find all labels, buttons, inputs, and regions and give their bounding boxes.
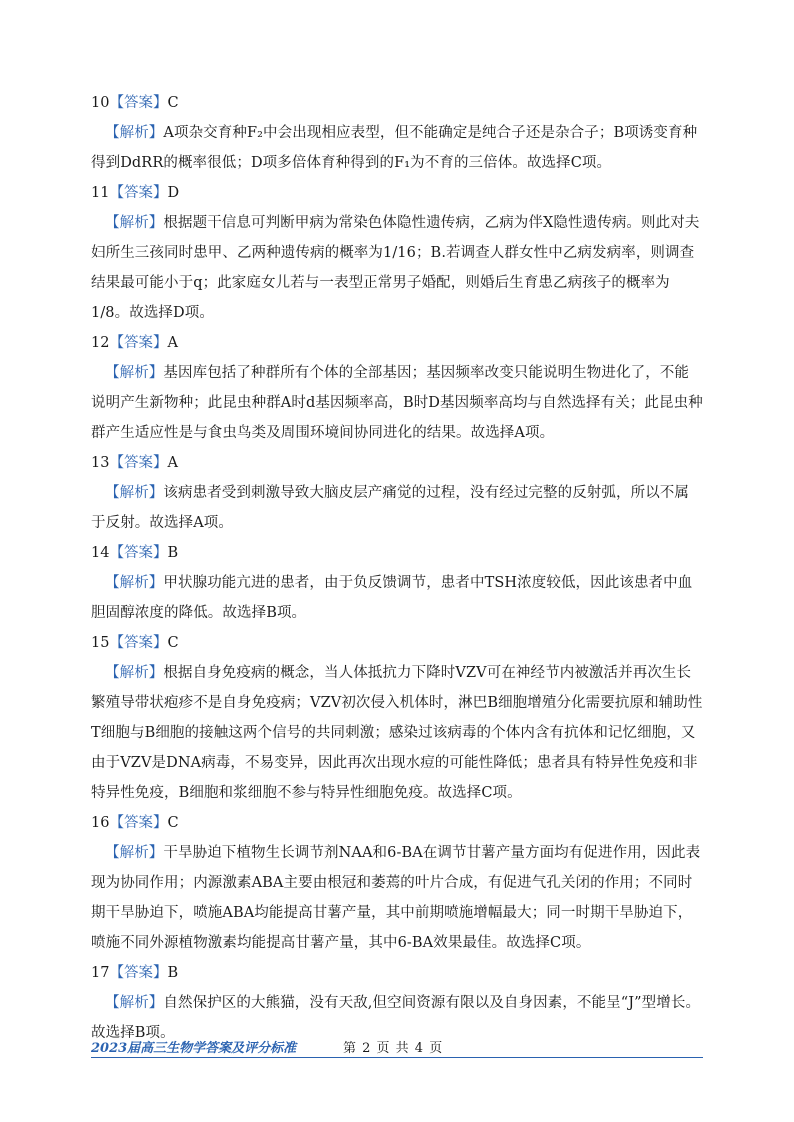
explanation-tag: 【解析】: [105, 995, 164, 1011]
answer-line-17: [91, 958, 703, 988]
answer-value: B: [167, 965, 179, 981]
explanation-text: 干旱胁迫下植物生长调节剂NAA和6-BA在调节甘薯产量方面均有促进作用，因此表现为协同作用；内源激素ABA主要由根冠和萎蔫的叶片合成，有促进气孔关闭的作用；不同时期干旱胁迫下，喷施ABA均能提高甘薯产量，其中前期喷施增幅最大；同一时期干旱胁迫下，喷施不同外源植物激素均能提高甘薯产量，其中6-BA效果最佳。故选择C项。: [91, 845, 701, 951]
answer-line-12: [91, 328, 703, 358]
question-number: 12: [91, 335, 110, 351]
question-number: 16: [91, 815, 110, 831]
answer-line-16: [91, 808, 703, 838]
explanation-12: [91, 358, 703, 448]
answer-tag: 【答案】: [109, 965, 168, 981]
explanation-text: 该病患者受到刺激导致大脑皮层产痛觉的过程，没有经过完整的反射弧，所以不属于反射。故选择A项。: [91, 485, 690, 531]
explanation-tag: 【解析】: [105, 665, 164, 681]
answer-value: C: [167, 635, 179, 651]
page-footer: [91, 1037, 703, 1059]
answer-tag: 【答案】: [109, 545, 168, 561]
answer-line-14: [91, 538, 703, 568]
answer-content: [91, 88, 703, 1048]
explanation-tag: 【解析】: [105, 365, 164, 381]
question-number: 13: [91, 455, 110, 471]
question-number: 15: [91, 635, 110, 651]
footer-divider: [91, 1057, 703, 1058]
answer-line-10: [91, 88, 703, 118]
answer-tag: 【答案】: [109, 635, 168, 651]
page-number: 第 2 页 共 4 页: [343, 1041, 444, 1056]
explanation-14: [91, 568, 703, 628]
explanation-tag: 【解析】: [105, 215, 164, 231]
answer-tag: 【答案】: [109, 815, 168, 831]
answer-value: D: [167, 185, 180, 201]
answer-value: A: [167, 335, 178, 351]
answer-value: C: [167, 815, 179, 831]
answer-tag: 【答案】: [109, 95, 168, 111]
answer-value: C: [167, 95, 179, 111]
explanation-text: 基因库包括了种群所有个体的全部基因；基因频率改变只能说明生物进化了，不能说明产生新物种；此昆虫种群A时d基因频率高，B时D基因频率高均与自然选择有关；此昆虫种群产生适应性是与食虫鸟类及周围环境间协同进化的结果。故选择A项。: [91, 365, 703, 441]
question-number: 11: [91, 185, 110, 201]
explanation-tag: 【解析】: [105, 575, 164, 591]
explanation-text: 根据题干信息可判断甲病为常染色体隐性遗传病，乙病为伴X隐性遗传病。则此对夫妇所生三孩同时患甲、乙两种遗传病的概率为1/16；B.若调查人群女性中乙病发病率，则调查结果最可能小于q；此家庭女儿若与一表型正常男子婚配，则婚后生育患乙病孩子的概率为1/8。故选择D项。: [91, 215, 700, 321]
explanation-10: [91, 118, 703, 178]
question-number: 10: [91, 95, 110, 111]
explanation-text: 甲状腺功能亢进的患者，由于负反馈调节，患者中TSH浓度较低，因此该患者中血胆固醇浓度的降低。故选择B项。: [91, 575, 693, 621]
answer-line-11: [91, 178, 703, 208]
question-number: 14: [91, 545, 110, 561]
explanation-tag: 【解析】: [105, 485, 164, 501]
explanation-tag: 【解析】: [105, 125, 164, 141]
answer-value: A: [167, 455, 178, 471]
explanation-11: [91, 208, 703, 328]
question-number: 17: [91, 965, 110, 981]
explanation-text: 自然保护区的大熊猫，没有天敌,但空间资源有限以及自身因素，不能呈“J”型增长。故选择B项。: [91, 995, 701, 1041]
answer-line-13: [91, 448, 703, 478]
footer-title: 2023届高三生物学答案及评分标准: [91, 1041, 297, 1056]
answer-line-15: [91, 628, 703, 658]
answer-tag: 【答案】: [109, 455, 168, 471]
explanation-13: [91, 478, 703, 538]
explanation-text: 根据自身免疫病的概念，当人体抵抗力下降时VZV可在神经节内被激活并再次生长繁殖导带状疱疹不是自身免疫病；VZV初次侵入机体时，淋巴B细胞增殖分化需要抗原和辅助性T细胞与B细胞的接触这两个信号的共同刺激；感染过该病毒的个体内含有抗体和记忆细胞，又由于VZV是DNA病毒，不易变异，因此再次出现水痘的可能性降低；患者具有特异性免疫和非特异性免疫，B细胞和浆细胞不参与特异性细胞免疫。故选择C项。: [91, 665, 703, 801]
answer-value: B: [167, 545, 179, 561]
explanation-16: [91, 838, 703, 958]
answer-tag: 【答案】: [109, 185, 168, 201]
explanation-tag: 【解析】: [105, 845, 164, 861]
answer-tag: 【答案】: [109, 335, 168, 351]
explanation-15: [91, 658, 703, 808]
explanation-text: A项杂交育种F₂中会出现相应表型，但不能确定是纯合子还是杂合子；B项诱变育种得到DdRR的概率很低；D项多倍体育种得到的F₁为不育的三倍体。故选择C项。: [91, 125, 698, 171]
